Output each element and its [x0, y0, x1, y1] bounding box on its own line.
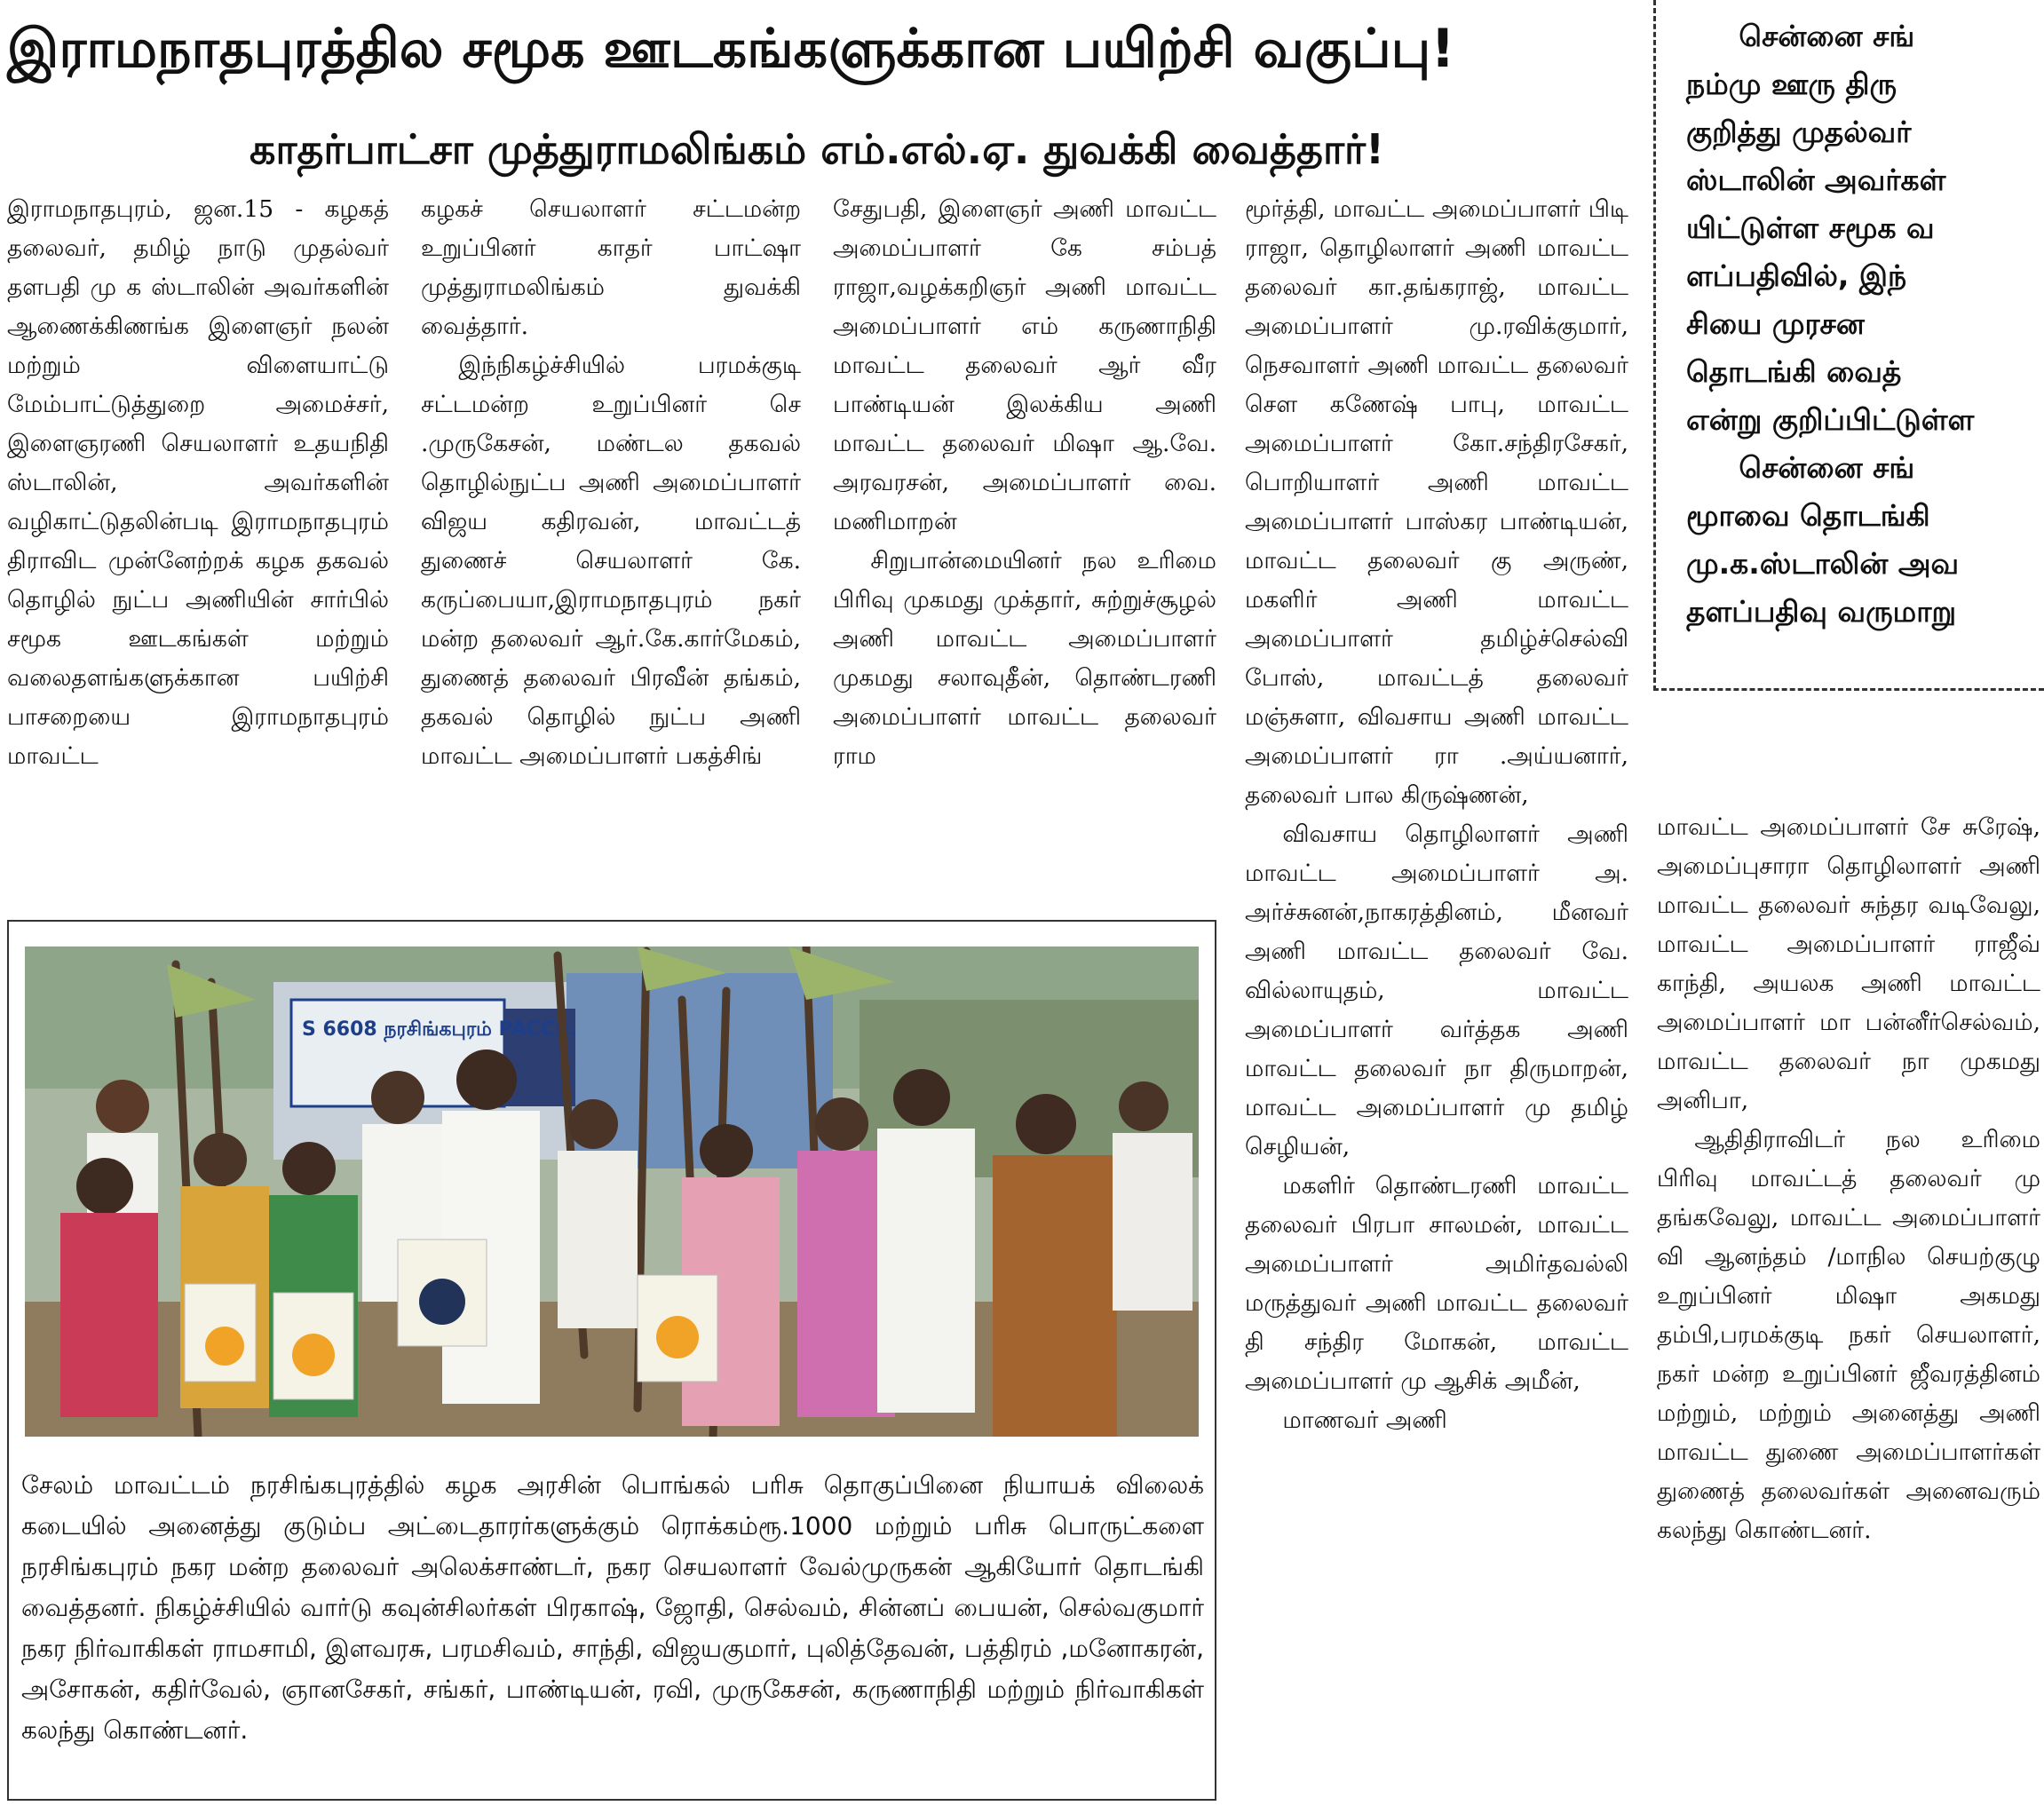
- paragraph: இந்நிகழ்ச்சியில் பரமக்குடி சட்டமன்ற உறுப்பினர் செ .முருகேசன், மண்டல தகவல் தொழில்நுட்ப அணி அமைப்பாளர் விஜய கதிரவன், மாவட்டத் துணைச் செயலாளர் கே. கருப்பையா,இராமநாதபுரம் நகர் மன்ற தலைவர் ஆர்.கே.கார்மேகம், துணைத் தலைவர் பிரவீன் தங்கம், தகவல் தொழில் நுட்ப அணி மாவட்ட அமைப்பாளர் பகத்சிங்: [421, 352, 801, 770]
- article-column-1: [7, 190, 389, 900]
- photo-caption: சேலம் மாவட்டம் நரசிங்கபுரத்தில் கழக அரசின் பொங்கல் பரிசு தொகுப்பினை நியாயக் விலைக் கடையில் அனைத்து குடும்ப அட்டைதாரர்களுக்கும் ரொக்கம்ரூ.1000 மற்றும் பரிசு பொருட்களை நரசிங்கபுரம் நகர மன்ற தலைவர் அலெக்சாண்டர், நகர செயலாளர் வேல்முருகன் ஆகியோர் தொடங்கி வைத்தனர். நிகழ்ச்சியில் வார்டு கவுன்சிலர்கள் பிரகாஷ், ஜோதி, செல்வம், சின்னப் பையன், செல்வகுமார் நகர நிர்வாகிகள் ராமசாமி, இளவரசு, பரமசிவம், சாந்தி, விஜயகுமார், புலித்தேவன், பத்திரம் ,மனோகரன், அசோகன், கதிர்வேல், ஞானசேகர், சங்கர், பாண்டியன், ரவி, முருகேசன், கருணாநிதி மற்றும் நிர்வாகிகள் கலந்து கொண்டனர்.: [21, 1470, 1204, 1745]
- paragraph: விவசாய தொழிலாளர் அணி மாவட்ட அமைப்பாளர் அ. அர்ச்சுனன்,நாகரத்தினம், மீனவர் அணி மாவட்ட தலைவர் வே. வில்லாயுதம், மாவட்ட அமைப்பாளர் வர்த்தக அணி மாவட்ட தலைவர் நா திருமாறன், மாவட்ட அமைப்பாளர் மு தமிழ் செழியன்,: [1245, 820, 1628, 1160]
- sidebar-line: சென்னை சங்: [1739, 450, 1915, 485]
- sidebar-line: மு.க.ஸ்டாலின் அவ: [1686, 546, 1960, 581]
- sidebar-line: சியை முரசன: [1686, 306, 1865, 341]
- paragraph: மாவட்ட அமைப்பாளர் சே சுரேஷ், அமைப்புசாரா தொழிலாளர் அணி மாவட்ட தலைவர் சுந்தர வடிவேலு, மாவட்ட அமைப்பாளர் ராஜீவ் காந்தி, அயலக அணி மாவட்ட அமைப்பாளர் மா பன்னீர்செல்வம், மாவட்ட தலைவர் நா முகமது அனிபா,: [1657, 813, 2040, 1114]
- article-column-2: [421, 190, 801, 900]
- paragraph: மகளிர் தொண்டரணி மாவட்ட தலைவர் பிரபா சாலமன், மாவட்ட அமைப்பாளர் அமிர்தவல்லி மருத்துவர் அணி மாவட்ட தலைவர் தி சந்திர மோகன், மாவட்ட அமைப்பாளர் மு ஆசிக் அமீன்,: [1245, 1172, 1628, 1395]
- paragraph: சேதுபதி, இளைஞர் அணி மாவட்ட அமைப்பாளர் கே சம்பத் ராஜா,வழக்கறிஞர் அணி மாவட்ட அமைப்பாளர் எம் கருணாநிதி மாவட்ட தலைவர் ஆர் வீர பாண்டியன் இலக்கிய அணி மாவட்ட தலைவர் மிஷா ஆ.வே. அரவரசன், அமைப்பாளர் வை. மணிமாறன்: [833, 195, 1216, 535]
- sidebar-line: தொடங்கி வைத்: [1686, 354, 1902, 389]
- news-photo: [25, 947, 1199, 1437]
- paragraph: மூர்த்தி, மாவட்ட அமைப்பாளர் பிடி ராஜா, தொழிலாளர் அணி மாவட்ட தலைவர் கா.தங்கராஜ், மாவட்ட அமைப்பாளர் மு.ரவிக்குமார், நெசவாளர் அணி மாவட்ட தலைவர் செள கணேஷ் பாபு, மாவட்ட அமைப்பாளர் கோ.சந்திரசேகர், பொறியாளர் அணி மாவட்ட அமைப்பாளர் பாஸ்கர பாண்டியன், மாவட்ட தலைவர் கு அருண், மகளிர் அணி மாவட்ட அமைப்பாளர் தமிழ்ச்செல்வி போஸ், மாவட்டத் தலைவர் மஞ்சுளா, விவசாய அணி மாவட்ட அமைப்பாளர் ரா .அய்யனார், தலைவர் பால கிருஷ்ணன்,: [1245, 195, 1628, 809]
- paragraph: மாணவர் அணி: [1282, 1406, 1447, 1434]
- photo-board-text: S 6608 நரசிங்கபுரம் PACCS.: [302, 1018, 577, 1041]
- sidebar-line: யிட்டுள்ள சமூக வ: [1686, 210, 1935, 245]
- paragraph: கழகச் செயலாளர் சட்டமன்ற உறுப்பினர் காதர் பாட்ஷா முத்துராமலிங்கம் துவக்கி வைத்தார்.: [421, 195, 801, 340]
- sidebar-line: நம்மு ஊரு திரு: [1686, 67, 1897, 101]
- sidebar-line: ளப்பதிவில், இந்: [1686, 258, 1907, 293]
- sidebar-line: குறித்து முதல்வர்: [1686, 115, 1912, 149]
- sidebar-line: ஸ்டாலின் அவர்கள்: [1686, 162, 1946, 197]
- article-column-4: [1245, 190, 1628, 1802]
- article-column-3: [833, 190, 1216, 900]
- sidebar-article-box: [1653, 0, 2044, 691]
- paragraph: சிறுபான்மையினர் நல உரிமை பிரிவு முகமது முக்தார், சுற்றுச்சூழல் அணி மாவட்ட அமைப்பாளர் முகமது சலாவுதீன், தொண்டரணி அமைப்பாளர் மாவட்ட தலைவர் ராம: [833, 547, 1216, 770]
- photo-box: [7, 920, 1216, 1801]
- sidebar-line: என்று குறிப்பிட்டுள்ள: [1686, 402, 1975, 437]
- article-column-5: [1657, 808, 2040, 1802]
- paragraph: இராமநாதபுரம், ஜன.15 - கழகத் தலைவர், தமிழ் நாடு முதல்வர் தளபதி மு க ஸ்டாலின் அவர்களின் ஆணைக்கிணங்க இளைஞர் நலன் மற்றும் விளையாட்டு மேம்பாட்டுத்துறை அமைச்சர், இளைஞரணி செயலாளர் உதயநிதி ஸ்டாலின், அவர்களின் வழிகாட்டுதலின்படி இராமநாதபுரம் திராவிட முன்னேற்றக் கழக தகவல் தொழில் நுட்ப அணியின் சார்பில் சமூக ஊடகங்கள் மற்றும் வலைதளங்களுக்கான பயிற்சி பாசறையை இராமநாதபுரம் மாவட்ட: [7, 195, 389, 770]
- sidebar-line: தளப்பதிவு வருமாறு: [1686, 594, 1957, 629]
- subheadline: காதர்பாட்சா முத்துராமலிங்கம் எம்.எல்.ஏ. துவக்கி வைத்தார்!: [250, 125, 1384, 173]
- paragraph: ஆதிதிராவிடர் நல உரிமை பிரிவு மாவட்டத் தலைவர் மு தங்கவேலு, மாவட்ட அமைப்பாளர் வி ஆனந்தம் /மாநில செயற்குழு உறுப்பினர் மிஷா அகமது தம்பி,பரமக்குடி நகர் செயலாளர், நகர் மன்ற உறுப்பினர் ஜீவரத்தினம் மற்றும், மற்றும் அனைத்து அணி மாவட்ட துணை அமைப்பாளர்கள் துணைத் தலைவர்கள் அனைவரும் கலந்து கொண்டனர்.: [1657, 1126, 2040, 1544]
- headline: இராமநாதபுரத்தில சமூக ஊடகங்களுக்கான பயிற்சி வகுப்பு!: [7, 18, 1455, 80]
- sidebar-line: மூாவை தொடங்கி: [1686, 498, 1930, 533]
- sidebar-line: சென்னை சங்: [1739, 19, 1915, 53]
- photo-illustration: [25, 947, 1199, 1437]
